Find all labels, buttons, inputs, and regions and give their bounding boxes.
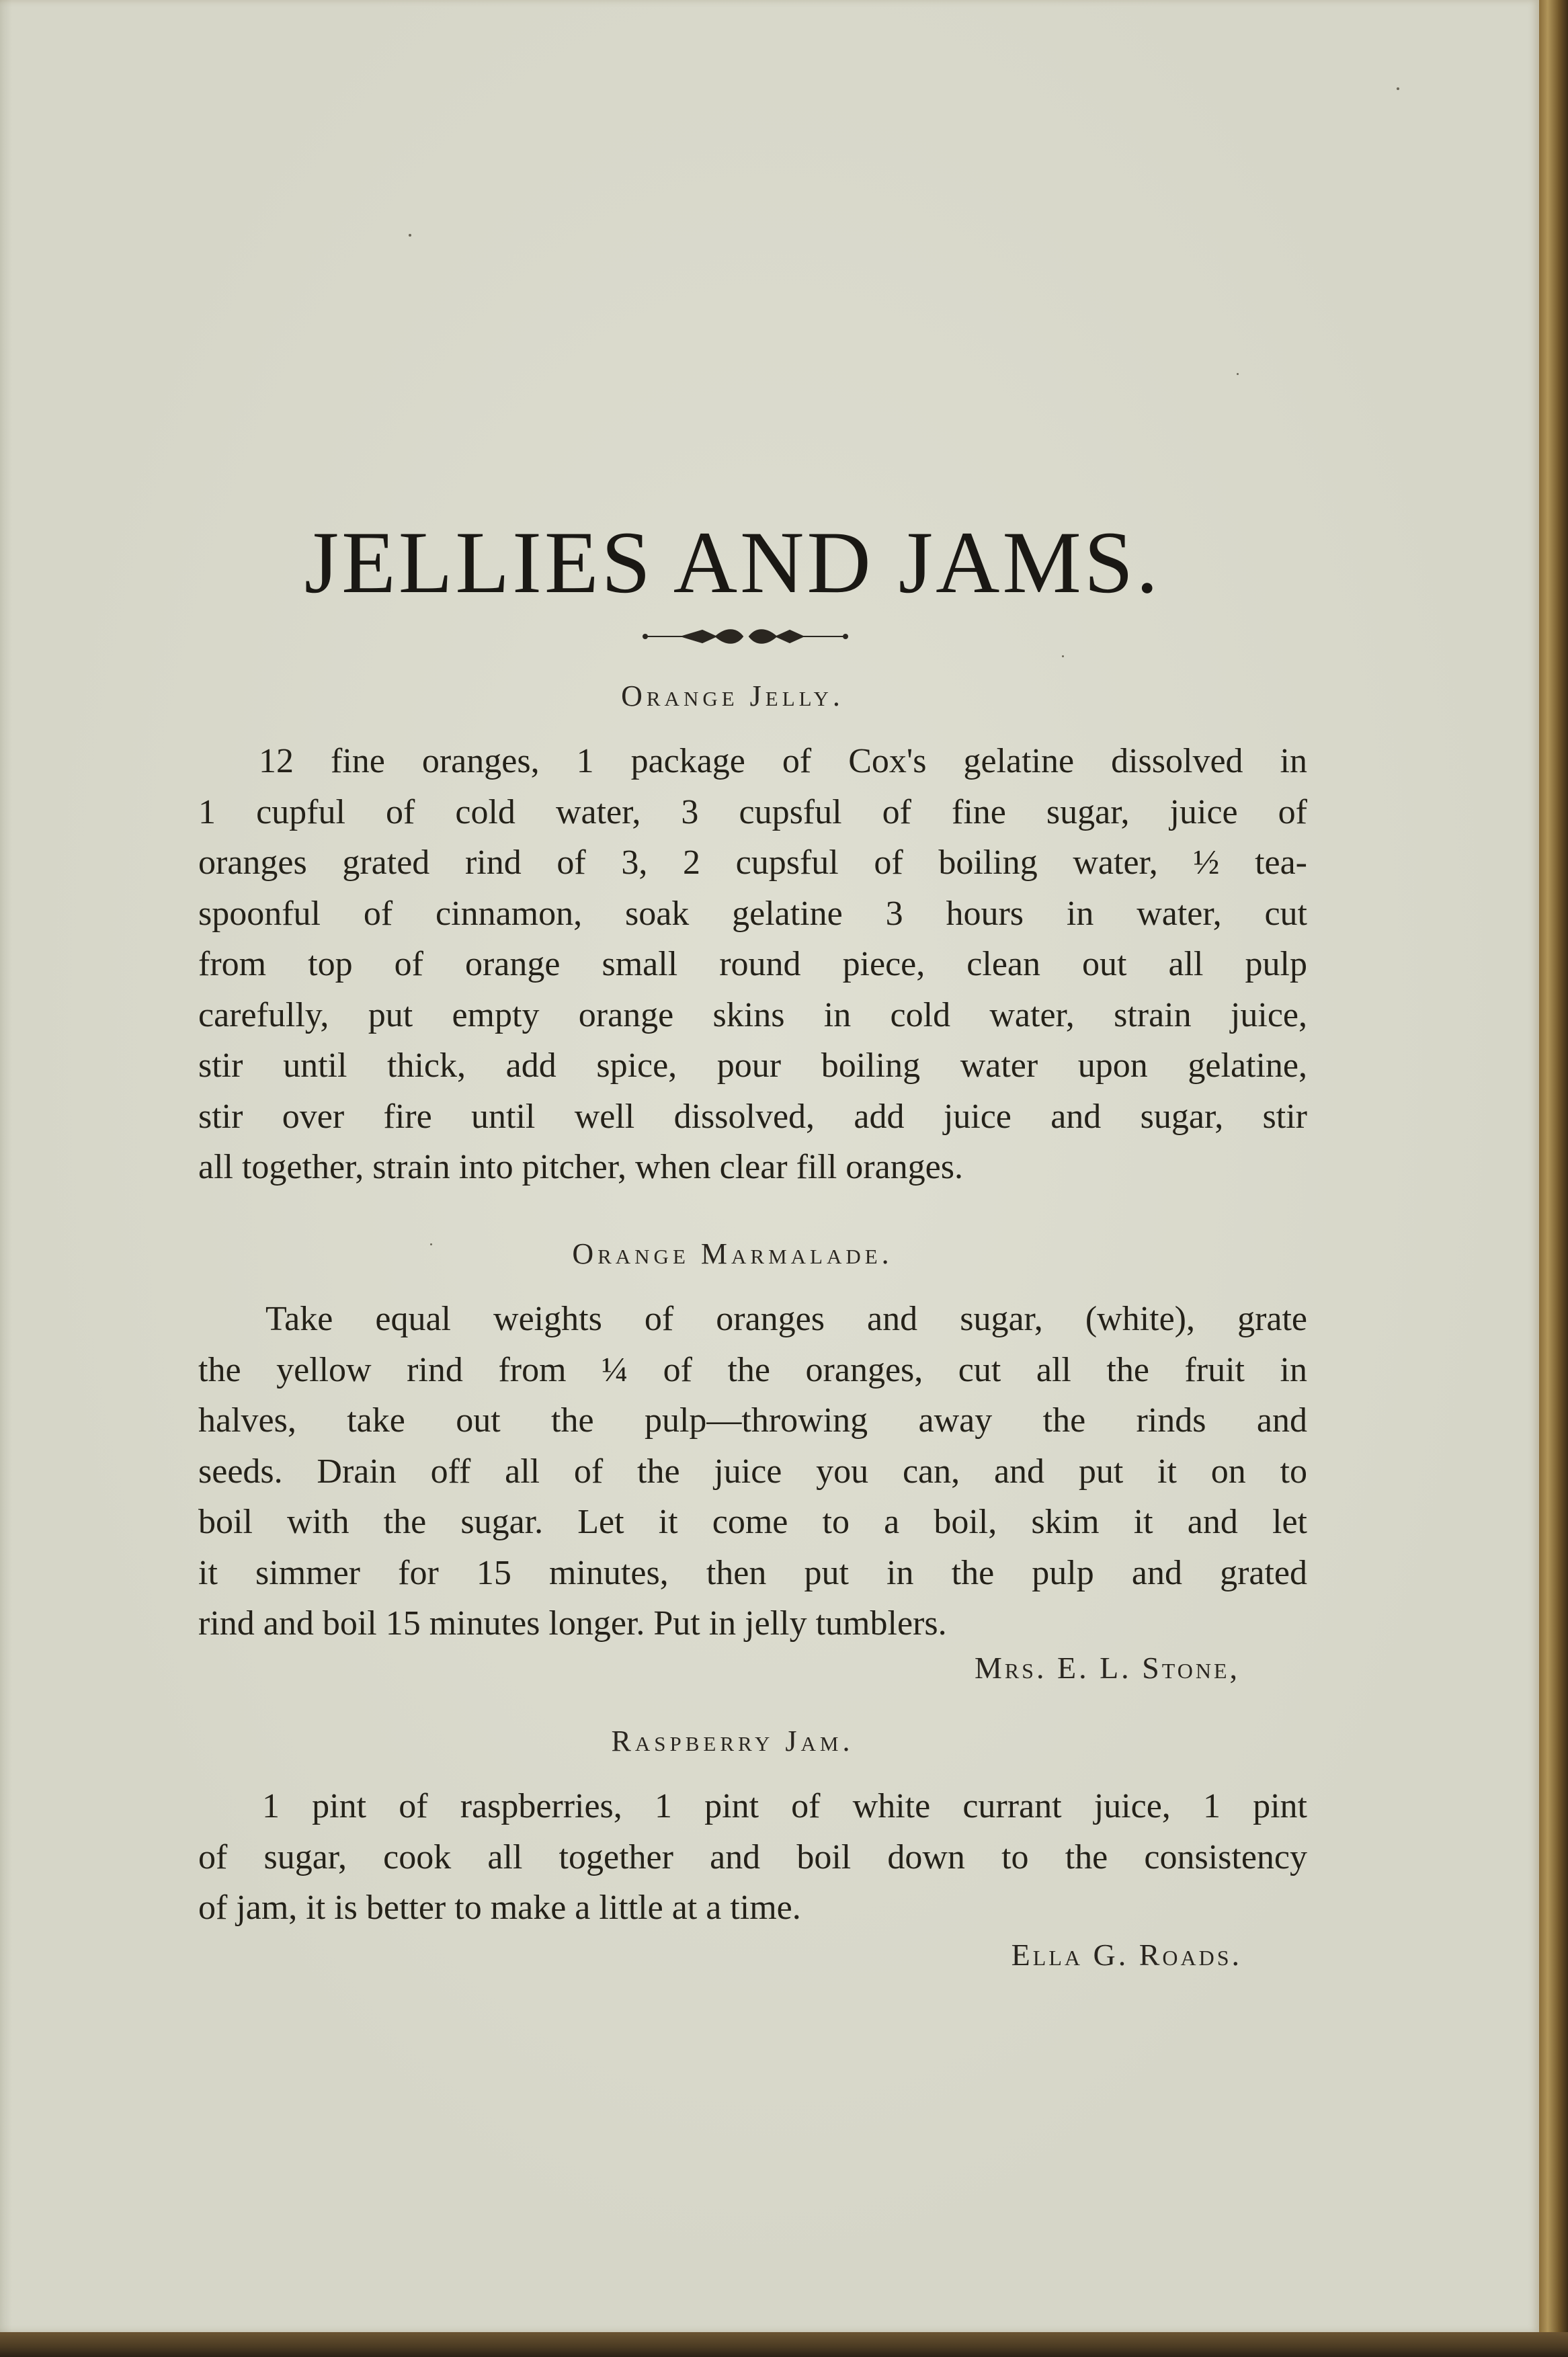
recipe-line: it simmer for 15 minutes, then put in the pulp and grated (198, 1553, 1307, 1592)
paper-speck (1237, 373, 1239, 375)
recipe-line: 1 cupful of cold water, 3 cupsful of fine sugar, juice of (198, 792, 1307, 831)
recipe-line: seeds. Drain off all of the juice you can, and put it on to (198, 1452, 1307, 1491)
paper-speck (1062, 655, 1064, 657)
recipe-body-orange-marmalade (198, 1294, 1307, 1649)
signature-mrs-stone: Mrs. E. L. Stone, (974, 1651, 1240, 1685)
recipe-line: carefully, put empty orange skins in cold water, strain juice, (198, 995, 1307, 1034)
recipe-line: stir until thick, add spice, pour boiling water upon gelatine, (198, 1046, 1307, 1085)
recipe-line: of jam, it is better to make a little at a time. (198, 1889, 801, 1927)
page-title: JELLIES AND JAMS. (304, 513, 1161, 612)
recipe-line: 12 fine oranges, 1 package of Cox's gelatine dissolved in (259, 742, 1307, 780)
recipe-line: from top of orange small round piece, clean out all pulp (198, 945, 1307, 983)
recipe-line: boil with the sugar. Let it come to a boil, skim it and let (198, 1503, 1307, 1541)
section-heading-orange-jelly: Orange Jelly. (621, 679, 844, 712)
recipe-line: rind and boil 15 minutes longer. Put in jelly tumblers. (198, 1604, 947, 1643)
paper-speck (1397, 87, 1399, 90)
recipe-line: stir over fire until well dissolved, add juice and sugar, stir (198, 1097, 1307, 1136)
signature-ella-roads: Ella G. Roads. (1011, 1938, 1242, 1972)
recipe-line: 1 pint of raspberries, 1 pint of white currant juice, 1 pint (262, 1787, 1307, 1825)
ornament-divider-icon (642, 625, 850, 648)
recipe-body-orange-jelly (198, 736, 1307, 1193)
paper-speck (430, 1243, 432, 1245)
section-heading-raspberry-jam: Raspberry Jam. (611, 1725, 854, 1758)
recipe-line: oranges grated rind of 3, 2 cupsful of boiling water, ½ tea- (198, 843, 1307, 882)
paper-speck (409, 234, 411, 237)
recipe-line: of sugar, cook all together and boil down to the consistency (198, 1837, 1307, 1876)
recipe-line: Take equal weights of oranges and sugar, (white), grate (265, 1300, 1307, 1338)
section-heading-orange-marmalade: Orange Marmalade. (572, 1237, 893, 1270)
recipe-line: the yellow rind from ¼ of the oranges, cut all the fruit in (198, 1350, 1307, 1389)
recipe-line: all together, strain into pitcher, when clear fill oranges. (198, 1148, 963, 1186)
recipe-line: spoonful of cinnamon, soak gelatine 3 hours in water, cut (198, 894, 1307, 933)
recipe-line: halves, take out the pulp—throwing away the rinds and (198, 1401, 1307, 1440)
book-bottom-edge (0, 2332, 1568, 2357)
recipe-body-raspberry-jam (198, 1781, 1307, 1934)
book-cover-edge (1539, 0, 1568, 2357)
